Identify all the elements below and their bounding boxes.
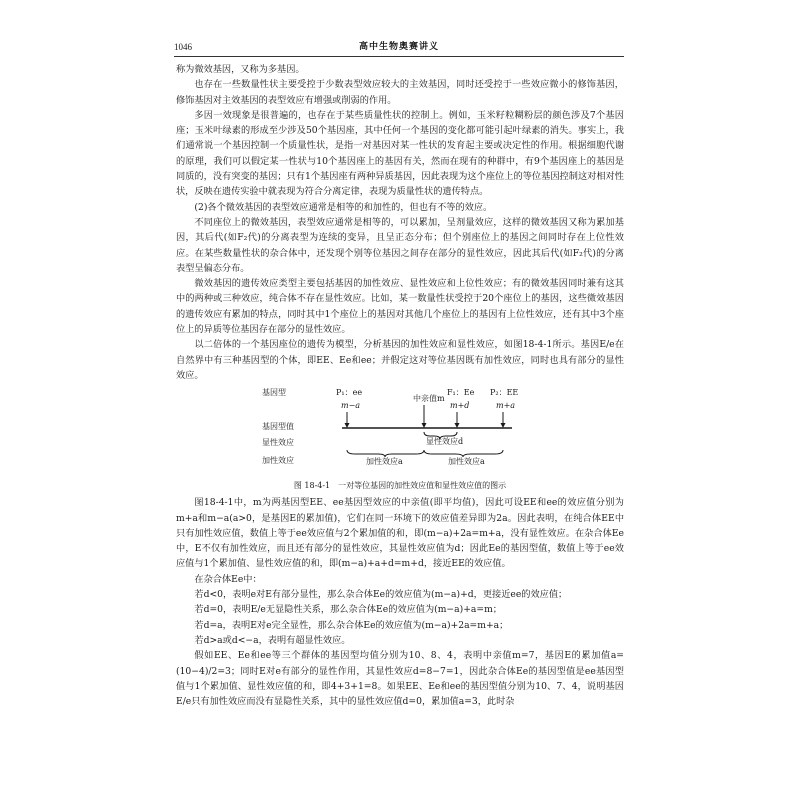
- paragraph: 微效基因的遗传效应类型主要包括基因的加性效应、显性效应和上位性效应；有的微效基因同时兼有这其中的两种或三种效应，纯合体不存在显性效应。比如，某一数量性状受控于20个座位上的基因，这些微效基因的遗传效应有累加的特点，同时其中1个座位上的基因对其他几个座位上的基因有上位性效应，还有其中3个座位上的异质等位基因存在部分的显性效应。: [176, 278, 624, 336]
- paragraph: 称为微效基因，又称为多基因。: [176, 64, 305, 75]
- p2-value: m+a: [496, 401, 516, 411]
- paragraph: 在杂合体Ee中：: [194, 573, 262, 585]
- mid-arrowhead: [422, 423, 427, 428]
- paragraph: 多因一效现象是很普遍的，也存在于某些质量性状的控制上。例如，玉米籽粒糊粉层的颜色涉及7个基因座；玉米叶绿素的形成至少涉及50个基因座，其中任何一个基因的变化都可能引起叶绿素的消失。事实上，我们通常说一个基因控制一个质量性状，是指一对基因对某一性状的发育起主要或决定性的作用。根据细胞代谢的原理，我们可以假定某一性状与10个基因座上的基因有关，然而在现有的种群中，有9个基因座上的基因是同质的，没有突变的基因；只有1个基因座有两种异质基因，因此表现为这个座位上的等位基因控制这对相对性状，反映在遗传实验中就表现为符合分离定律，表现为质量性状的遗传特点。: [176, 109, 624, 198]
- figure-18-4-1: [176, 385, 624, 495]
- p1-arrowhead: [345, 423, 350, 428]
- figure-caption: 图 18-4-1 一对等位基因的加性效应值和显性效应值的图示: [293, 481, 507, 491]
- p1-value: m−a: [341, 401, 361, 411]
- additive-left-brace: [347, 450, 424, 457]
- paragraph: 不同座位上的微效基因，表型效应通常是相等的，可以累加，呈剂量效应，这样的微效基因又称为累加基因，其后代(如F₂代)的分离表型为连续的变异，且呈正态分布；但个别座位上的基因之间同时存在上位性效应。在某些数量性状的杂合体中，还发现个别等位基因之间存在部分的显性效应，因此其后代(如F₂代)的分离表型呈偏态分布。: [176, 216, 624, 274]
- paragraph: 也存在一些数量性状主要受控于少数表型效应较大的主效基因，同时还受控于一些效应微小的修饰基因，修饰基因对主效基因的表型效应有增强或削弱的作用。: [176, 79, 624, 106]
- f1-label: F₁：Ee: [447, 388, 475, 398]
- f1-arrowhead: [455, 423, 460, 428]
- dominance-label: 显性效应d: [426, 437, 464, 447]
- row-label-genotype: 基因型: [262, 388, 286, 398]
- row-label-additive: 加性效应: [262, 456, 294, 466]
- effect-diagram: [176, 385, 624, 481]
- condition-item: 若d<0，表明e对E有部分显性，那么杂合体Ee的效应值为(m−a)+d，更接近ee的效应值；: [194, 589, 568, 601]
- condition-item: 若d=a，表明E对e完全显性，那么杂合体Ee的效应值为(m−a)+2a=m+a；: [194, 619, 509, 631]
- p1-label: P₁：ee: [336, 388, 363, 398]
- page-number: 1046: [174, 42, 192, 52]
- page-header: [174, 40, 624, 57]
- row-label-value: 基因型值: [262, 422, 294, 432]
- paragraph: (2)各个微效基因的表型效应通常是相等的和加性的，但也有不等的效应。: [194, 201, 493, 213]
- condition-item: 若d>a或d<−a，表明有超显性效应。: [194, 634, 351, 646]
- page-body: [176, 62, 624, 709]
- running-title: 高中生物奥赛讲义: [358, 42, 439, 52]
- paragraph: 以二倍体的一个基因座位的遗传为模型，分析基因的加性效应和显性效应，如图18-4-1所示。基因E/e在自然界中有三种基因型的个体，即EE、Ee和ee；并假定这对等位基因既有加性效应，同时也具有部分的显性效应。: [176, 339, 624, 381]
- row-label-dominance: 显性效应: [262, 438, 294, 448]
- condition-item: 若d=0，表明E/e无显隐性关系，那么杂合体Ee的效应值为(m−a)+a=m；: [194, 604, 502, 616]
- paragraph: 图18-4-1中，m为两基因型EE、ee基因型效应的中亲值(即平均值)，因此可设EE和ee的效应值分别为m+a和m−a(a>0，是基因E的累加值)，它们在同一环境下的效应值差异即为2a。因此表明，在纯合体EE中只有加性效应值，数值上等于ee效应值与2个累加值的和，即(m−a)+2a=m+a，没有显性效应。在杂合体Ee中，E不仅有加性效应，而且还有部分的显性效应，其显性效应值为d；因此Ee的基因型值，数值上等于ee效应值与1个累加值、显性效应值的和，即(m−a)+a+d=m+d，接近EE的效应值。: [176, 497, 624, 570]
- f1-value: m+d: [450, 401, 470, 411]
- additive-left-label: 加性效应a: [366, 457, 403, 467]
- p2-label: P₂：EE: [490, 388, 519, 398]
- additive-right-label: 加性效应a: [448, 457, 485, 467]
- additive-right-brace: [424, 450, 503, 457]
- paragraph: 假如EE、Ee和ee等三个群体的基因型均值分别为10、8、4，表明中亲值m=7，基因E的累加值a=(10−4)/2=3；同时E对e有部分的显性作用，其显性效应d=8−7=1，因此杂合体Ee的基因型值是ee基因型值与1个累加值、显性效应值的和，即4+3+1=8。如果EE、Ee和ee的基因型值分别为10、7、4，说明基因E/e只有加性效应而没有显隐性关系，其中的显性效应值d=0，累加值a=3，此时杂: [176, 650, 624, 708]
- mid-parent-label: 中亲值m: [413, 394, 445, 404]
- p2-arrowhead: [501, 423, 506, 428]
